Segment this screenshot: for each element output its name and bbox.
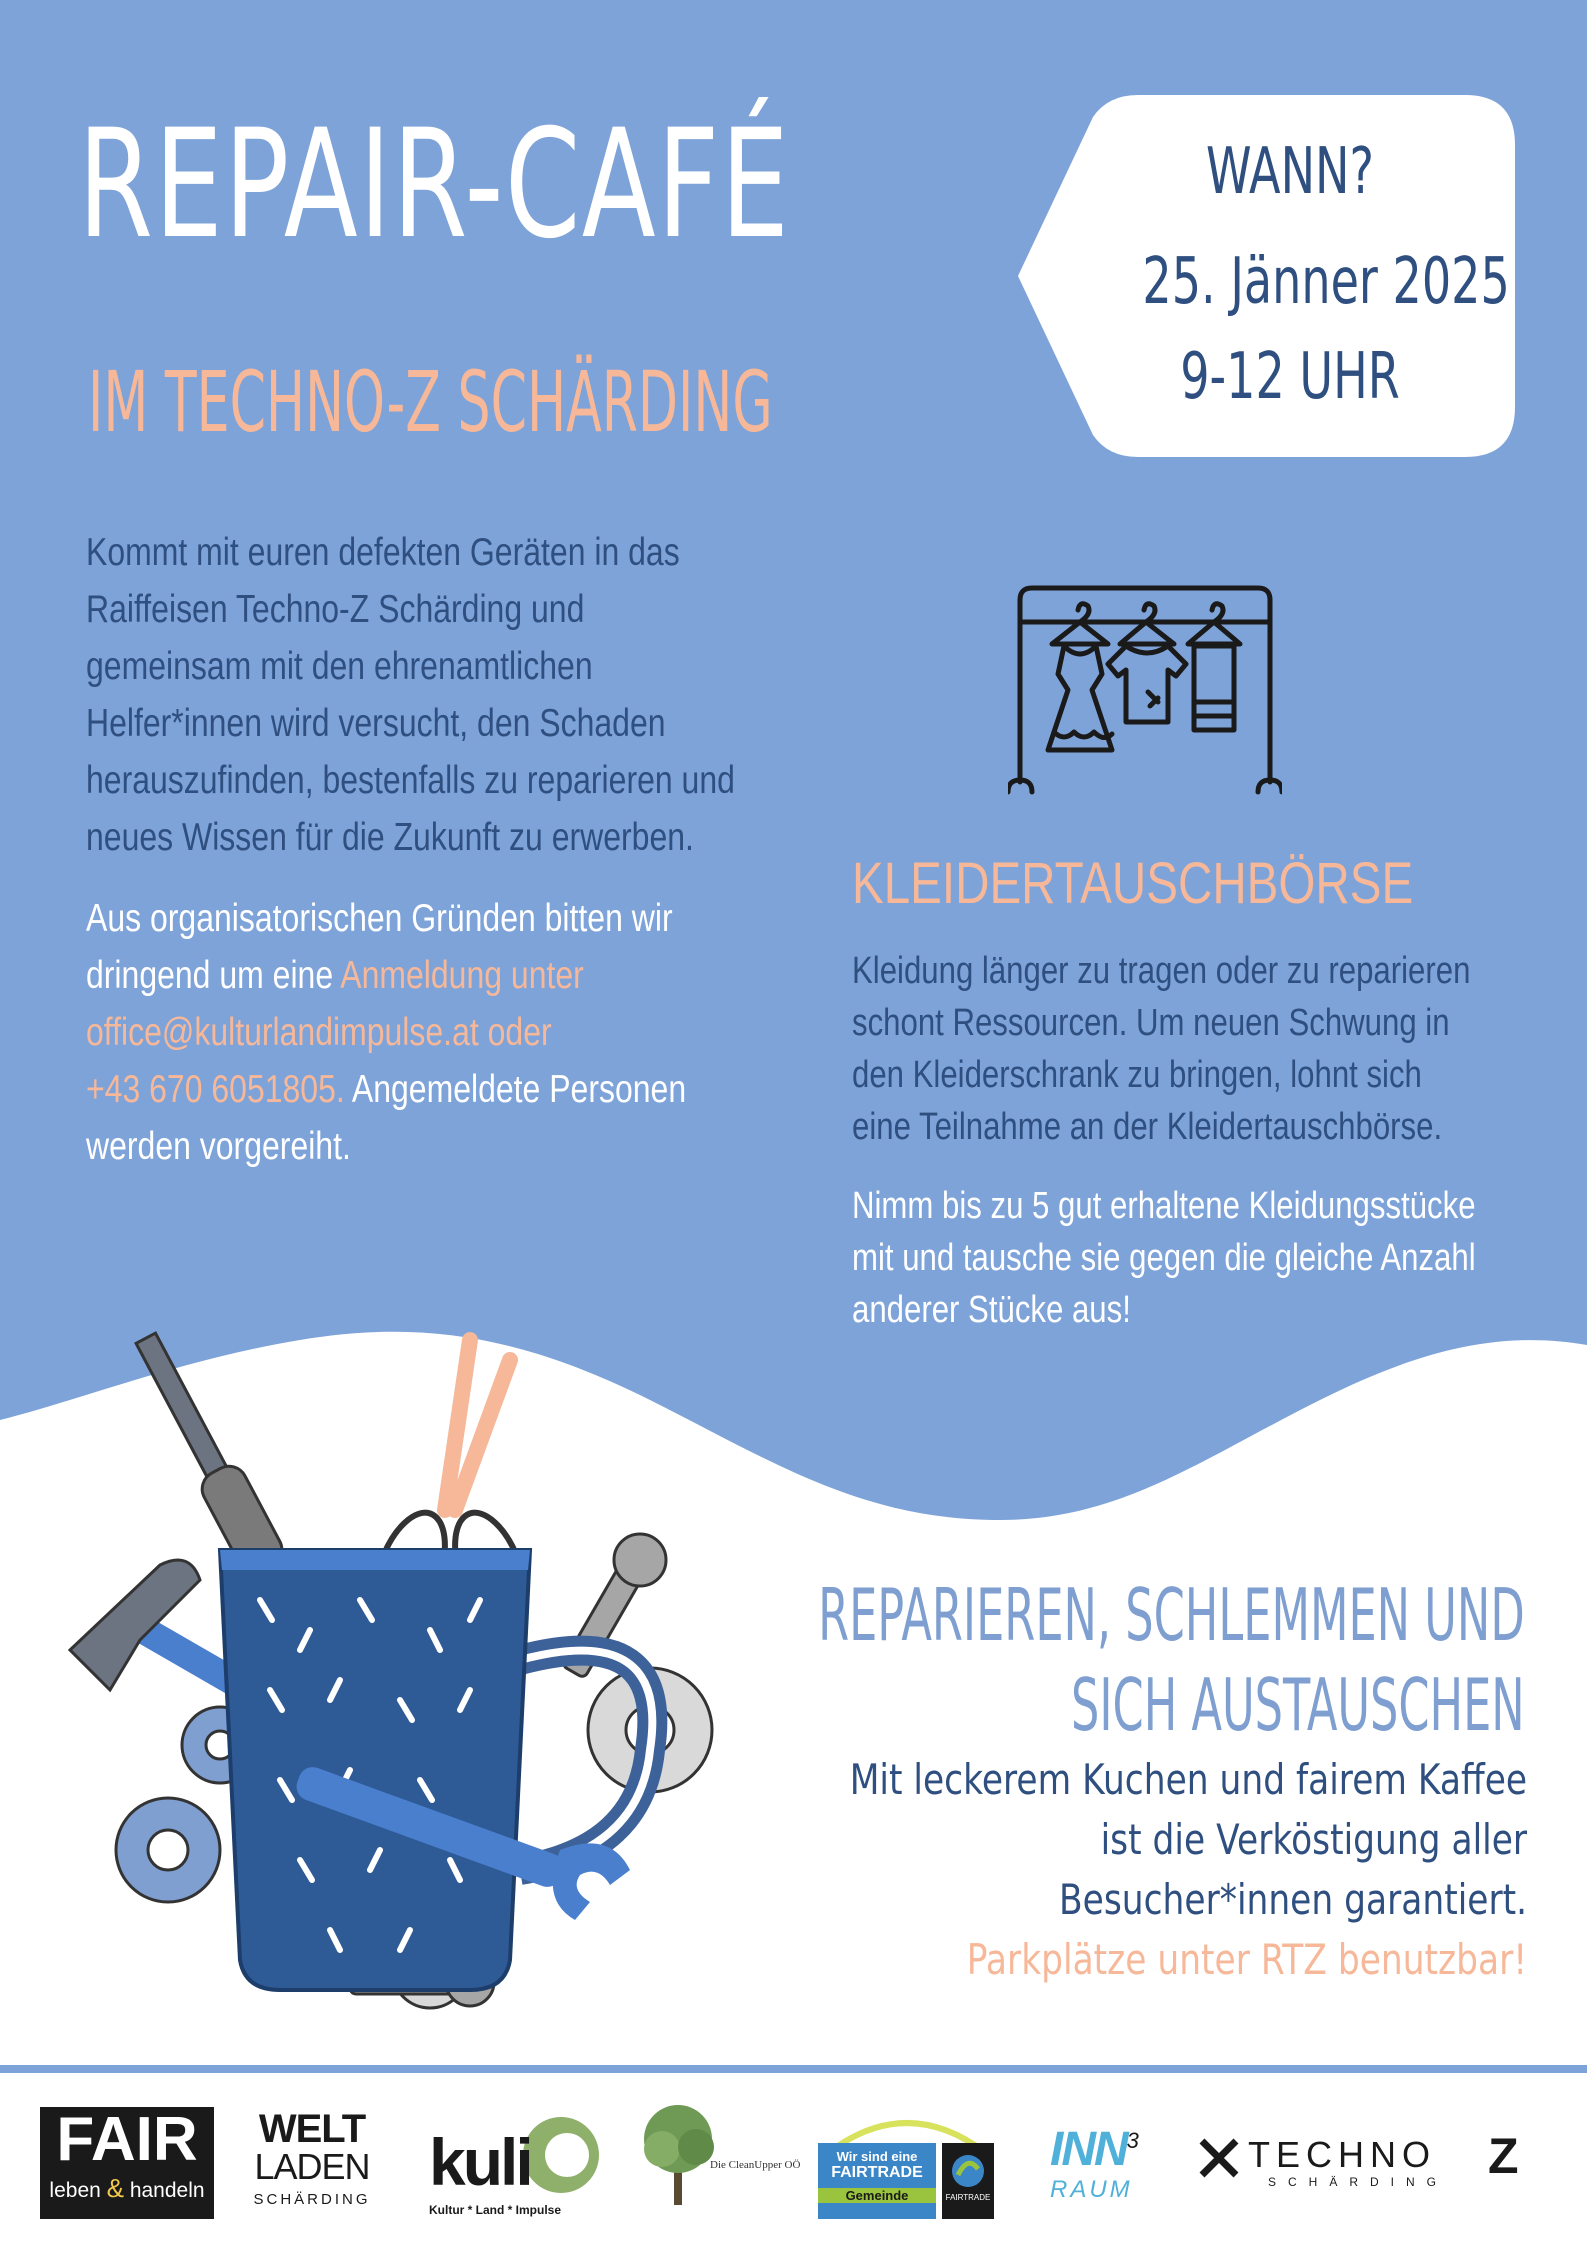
- kuli-logo: [425, 2105, 605, 2227]
- technoz-x-icon: [1198, 2137, 1240, 2179]
- registration-phone[interactable]: +43 670 6051805.: [86, 1068, 345, 1111]
- registration-line: [86, 1061, 742, 1118]
- repair-body: [850, 1750, 1527, 1990]
- fairtrade-mark-label: FAIRTRADE: [945, 2193, 991, 2202]
- repair-heading-line: SICH AUSTAUSCHEN: [1071, 1663, 1525, 1747]
- registration-line: werden vorgereiht.: [86, 1125, 351, 1168]
- fairtrade-box: [818, 2143, 936, 2219]
- clothes-rack-icon: [1008, 582, 1282, 798]
- kuli-word: kuli: [429, 2125, 531, 2199]
- weltladen-place: SCHÄRDING: [253, 2191, 371, 2208]
- innraum-sup: 3: [1126, 2128, 1137, 2153]
- fair-logo-part: leben: [49, 2179, 107, 2202]
- technoz-z: Z: [1488, 2128, 1519, 2184]
- intro-line: neues Wissen für die Zukunft zu erwerben.: [86, 816, 694, 859]
- weltladen-logo: [252, 2109, 372, 2219]
- technoz-logo: [1198, 2128, 1538, 2205]
- tree-icon: [638, 2099, 718, 2209]
- innraum-word: INN: [1050, 2123, 1127, 2176]
- weltladen-welt: WELT: [258, 2107, 366, 2151]
- fair-logo-word: FAIR: [56, 2105, 198, 2174]
- tools-mug-illustration: [50, 1330, 750, 2030]
- registration-highlight: Anmeldung unter: [340, 954, 584, 997]
- innraum-raum: RAUM: [1050, 2176, 1133, 2203]
- weltladen-laden: LADEN: [254, 2146, 370, 2187]
- kuli-tagline: Kultur * Land * Impulse: [429, 2203, 562, 2217]
- fair-logo-amp: &: [106, 2173, 124, 2203]
- repair-body-line: Mit leckerem Kuchen und fairem Kaffee: [849, 1755, 1527, 1804]
- fairtrade-line: Wir sind eine: [836, 2149, 918, 2164]
- fair-logo-tagline: [40, 2173, 214, 2204]
- fairtrade-mark: [942, 2143, 994, 2219]
- kleider-paragraph-2: [852, 1180, 1587, 1336]
- cleanupper-logo: [638, 2099, 801, 2225]
- event-subtitle: IM TECHNO-Z SCHÄRDING: [88, 353, 773, 451]
- fair-logo: [40, 2107, 214, 2219]
- kuli-circle-icon: [521, 2115, 601, 2195]
- registration-line: Aus organisatorischen Gründen bitten wir: [86, 897, 673, 940]
- intro-paragraph: [86, 524, 886, 866]
- fairtrade-line: FAIRTRADE: [831, 2164, 923, 2181]
- kleider-line: den Kleiderschrank zu bringen, lohnt sich: [852, 1054, 1422, 1096]
- fairtrade-mark-icon: [948, 2151, 988, 2191]
- kleider-title: KLEIDERTAUSCHBÖRSE: [852, 851, 1414, 916]
- intro-line: gemeinsam mit den ehrenamtlichen: [86, 645, 593, 688]
- intro-line: herauszufinden, bestenfalls zu reparieren und: [86, 759, 735, 802]
- kleider-line: schont Ressourcen. Um neuen Schwung in: [852, 1002, 1450, 1044]
- sponsor-logos: [0, 2095, 1587, 2235]
- innraum-logo: [1050, 2115, 1180, 2215]
- fairtrade-gemeinde-logo: [818, 2103, 996, 2227]
- kleider-line: eine Teilnahme an der Kleidertauschbörse.: [852, 1106, 1443, 1148]
- registration-text: Angemeldete Personen: [344, 1068, 687, 1111]
- event-time: 9-12 UHR: [1180, 340, 1400, 414]
- innraum-inn: [1050, 2115, 1180, 2176]
- technoz-place: SCHÄRDING: [1268, 2175, 1449, 2189]
- footer-divider: [0, 2065, 1587, 2073]
- intro-line: Kommt mit euren defekten Geräten in das: [86, 531, 680, 574]
- registration-paragraph: [86, 890, 886, 1175]
- event-date: 25. Jänner 2025: [1142, 245, 1510, 319]
- registration-line: [86, 947, 742, 1004]
- when-question: WANN?: [1206, 135, 1374, 209]
- intro-line: Raiffeisen Techno-Z Schärding und: [86, 588, 585, 631]
- repair-heading-line: REPARIEREN, SCHLEMMEN UND: [818, 1573, 1525, 1657]
- event-title: REPAIR-CAFÉ: [78, 98, 791, 272]
- fairtrade-line: Gemeinde: [818, 2188, 936, 2203]
- repair-body-line: Besucher*innen garantiert.: [1058, 1875, 1527, 1924]
- intro-line: Helfer*innen wird versucht, den Schaden: [86, 702, 666, 745]
- kleider-line: Kleidung länger zu tragen oder zu reparieren: [852, 950, 1471, 992]
- registration-text: dringend um eine: [86, 954, 341, 997]
- repair-heading: [818, 1570, 1525, 1750]
- kleider-paragraph-1: [852, 945, 1587, 1153]
- technoz-word: TECHNO: [1248, 2134, 1436, 2175]
- kleider-line: anderer Stücke aus!: [852, 1289, 1131, 1331]
- fair-logo-part: handeln: [123, 2179, 205, 2202]
- repair-body-line: ist die Verköstigung aller: [1100, 1815, 1527, 1864]
- kleider-line: mit und tausche sie gegen die gleiche Anzahl: [852, 1237, 1476, 1279]
- registration-email[interactable]: office@kulturlandimpulse.at oder: [86, 1011, 552, 1054]
- cleanupper-name: Die CleanUpper OÖ: [710, 2159, 801, 2171]
- parking-note: Parkplätze unter RTZ benutzbar!: [966, 1935, 1527, 1984]
- kleider-line: Nimm bis zu 5 gut erhaltene Kleidungsstücke: [852, 1185, 1476, 1227]
